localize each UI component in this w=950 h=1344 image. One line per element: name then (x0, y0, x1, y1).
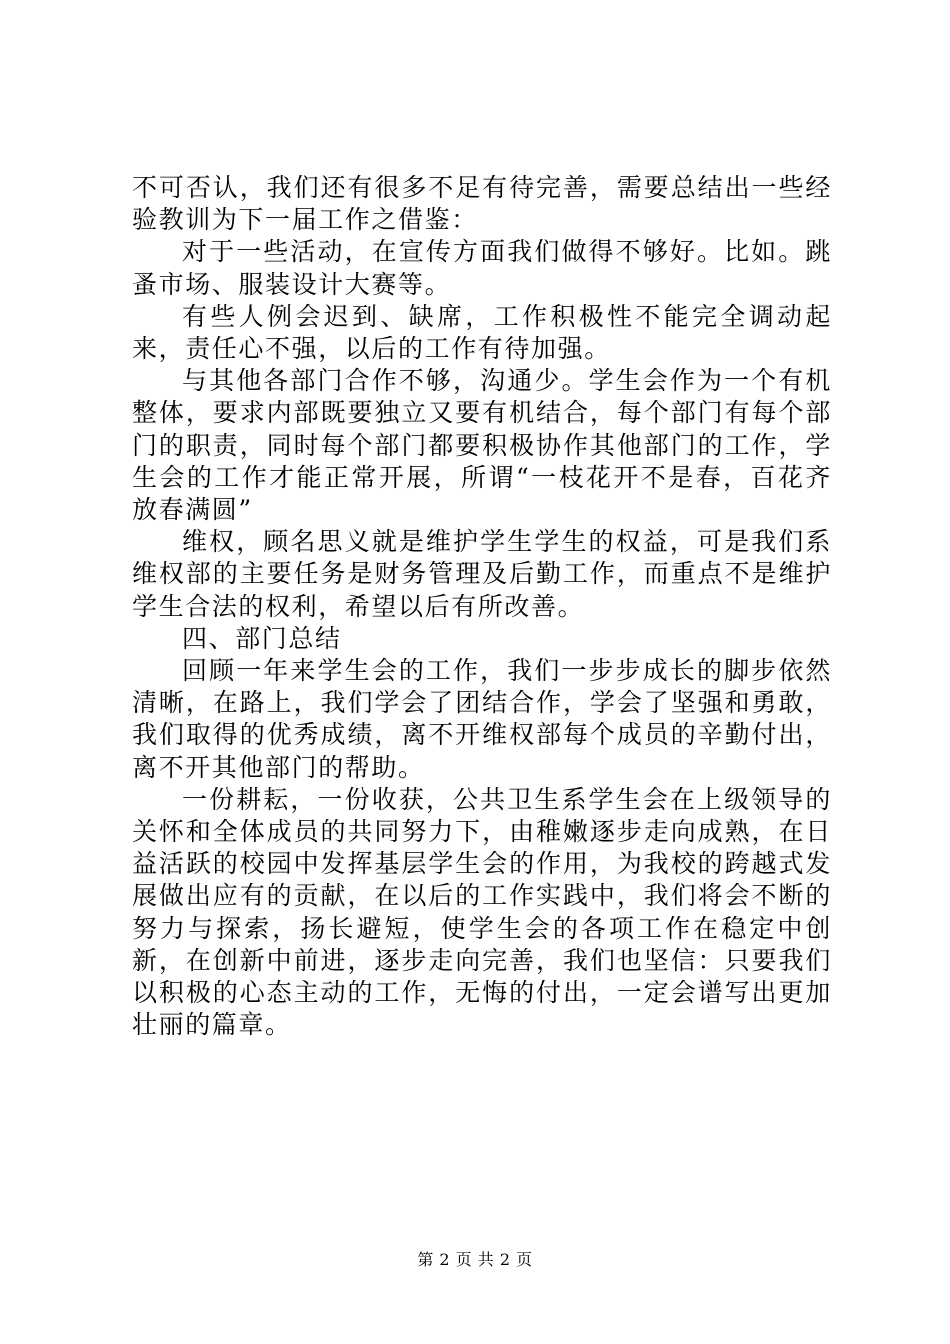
paragraph-cooperation: 与其他各部门合作不够，沟通少。学生会作为一个有机整体，要求内部既要独立又要有机结合，每个部门有每个部门的职责，同时每个部门都要积极协作其他部门的工作，学生会的工作才能正常开展，所谓“一枝花开不是春，百花齐放春满圆” (132, 366, 832, 525)
paragraph-rights: 维权，顾名思义就是维护学生学生的权益，可是我们系维权部的主要任务是财务管理及后勤工作，而重点不是维护学生合法的权利，希望以后有所改善。 (132, 527, 832, 621)
document-body (132, 172, 832, 1041)
paragraph-publicity: 对于一些活动，在宣传方面我们做得不够好。比如。跳蚤市场、服装设计大赛等。 (132, 237, 832, 299)
paragraph-conclusion: 一份耕耘，一份收获，公共卫生系学生会在上级领导的关怀和全体成员的共同努力下，由稚嫩逐步走向成熟，在日益活跃的校园中发挥基层学生会的作用，为我校的跨越式发展做出应有的贡献，在以后的工作实践中，我们将会不断的努力与探索，扬长避短，使学生会的各项工作在稳定中创新，在创新中前进，逐步走向完善，我们也坚信：只要我们以积极的心态主动的工作，无悔的付出，一定会谱写出更加壮丽的篇章。 (132, 784, 832, 1040)
paragraph-intro: 不可否认，我们还有很多不足有待完善，需要总结出一些经验教训为下一届工作之借鉴： (132, 173, 832, 235)
paragraph-review: 回顾一年来学生会的工作，我们一步步成长的脚步依然清晰，在路上，我们学会了团结合作，学会了坚强和勇敢，我们取得的优秀成绩，离不开维权部每个成员的辛勤付出，离不开其他部门的帮助。 (132, 656, 832, 782)
paragraph-attendance: 有些人例会迟到、缺席，工作积极性不能完全调动起来，责任心不强，以后的工作有待加强。 (132, 301, 832, 364)
section-heading-summary: 四、部门总结 (182, 623, 342, 653)
page-number: 第 2 页 共 2 页 (417, 1250, 533, 1269)
